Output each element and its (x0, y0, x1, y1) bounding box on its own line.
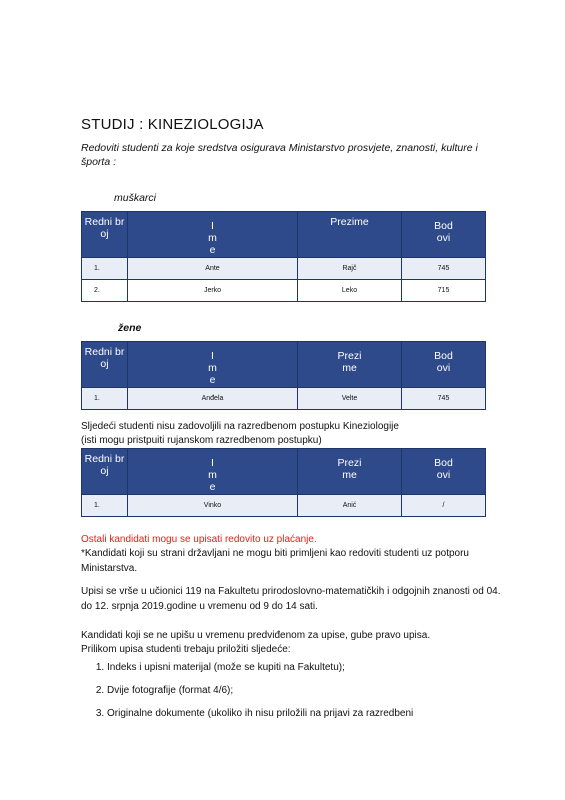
cell-bodovi: 745 (402, 388, 486, 410)
table-row (82, 280, 486, 302)
paid-enrollment-note: Ostali kandidati mogu se upisati redovito uz plaćanje. (81, 534, 317, 545)
deadline-note: Kandidati koji se ne upišu u vremenu predviđenom za upise, gube pravo upisa. (81, 630, 431, 641)
cell-ime: Ante (128, 258, 298, 280)
cell-prezime: Rajč (298, 258, 402, 280)
table-header-row (82, 342, 486, 388)
col-header-bodovi: Bodovi (402, 342, 486, 388)
list-item: 3. Originalne dokumente (ukoliko ih nisu priložili na prijavi za razredbeni (107, 707, 507, 720)
women-table (81, 341, 486, 410)
col-header-bodovi: Bodovi (402, 449, 486, 495)
col-header-bodovi: Bodovi (402, 212, 486, 258)
cell-ime: Anđela (128, 388, 298, 410)
cell-prezime: Leko (298, 280, 402, 302)
col-header-ime: Ime (128, 342, 298, 388)
list-item: 2. Dvije fotografije (format 4/6); (107, 684, 507, 697)
page-title: STUDIJ : KINEZIOLOGIJA (81, 116, 264, 133)
cell-bodovi: 745 (402, 258, 486, 280)
col-header-rb: Redni broj (82, 449, 128, 495)
cell-ime: Jerko (128, 280, 298, 302)
cell-rb: 1. (82, 258, 128, 280)
cell-bodovi: 715 (402, 280, 486, 302)
table-row (82, 388, 486, 410)
col-header-prezime: Prezime (298, 449, 402, 495)
cell-bodovi: / (402, 495, 486, 517)
intro-text: Redoviti studenti za koje sredstva osigurava Ministarstvo prosvjete, znanosti, kulture i športa : (81, 142, 478, 168)
unsatisfied-text-2: (isti mogu pristpuiti rujanskom razredbenom postupku) (81, 435, 322, 446)
cell-prezime: Anić (298, 495, 402, 517)
list-item: 1. Indeks i upisni materijal (može se kupiti na Fakultetu); (107, 661, 507, 674)
col-header-rb: Redni broj (82, 342, 128, 388)
cell-ime: Vinko (128, 495, 298, 517)
table-row (82, 258, 486, 280)
men-table (81, 211, 486, 302)
col-header-prezime: Prezime (298, 212, 402, 258)
table-header-row (82, 212, 486, 258)
women-heading: žene (118, 322, 142, 334)
unsatisfied-text-1: Sljedeći studenti nisu zadovoljili na razredbenom postupku Kineziologije (81, 421, 399, 432)
enrollment-info: Upisi se vrše u učionici 119 na Fakultetu prirodoslovno-matematičkih i odgojnih znanosti od 04. do 12. srpnja 2019.godine u vremenu od 9 do 14 sati. (81, 586, 501, 612)
cell-rb: 1. (82, 388, 128, 410)
foreign-citizens-note: *Kandidati koji su strani državljani ne mogu biti primljeni kao redoviti studenti uz potporu Ministarstva. (81, 548, 469, 574)
table-header-row (82, 449, 486, 495)
cell-rb: 2. (82, 280, 128, 302)
col-header-rb: Redni broj (82, 212, 128, 258)
table-row (82, 495, 486, 517)
attach-intro: Prilikom upisa studenti trebaju priložiti sljedeće: (81, 644, 291, 655)
unsatisfied-table (81, 448, 486, 517)
requirements-list (81, 661, 507, 730)
col-header-prezime: Prezime (298, 342, 402, 388)
cell-prezime: Velte (298, 388, 402, 410)
col-header-ime: Ime (128, 449, 298, 495)
col-header-ime: Ime (128, 212, 298, 258)
cell-rb: 1. (82, 495, 128, 517)
men-heading: muškarci (114, 192, 157, 204)
